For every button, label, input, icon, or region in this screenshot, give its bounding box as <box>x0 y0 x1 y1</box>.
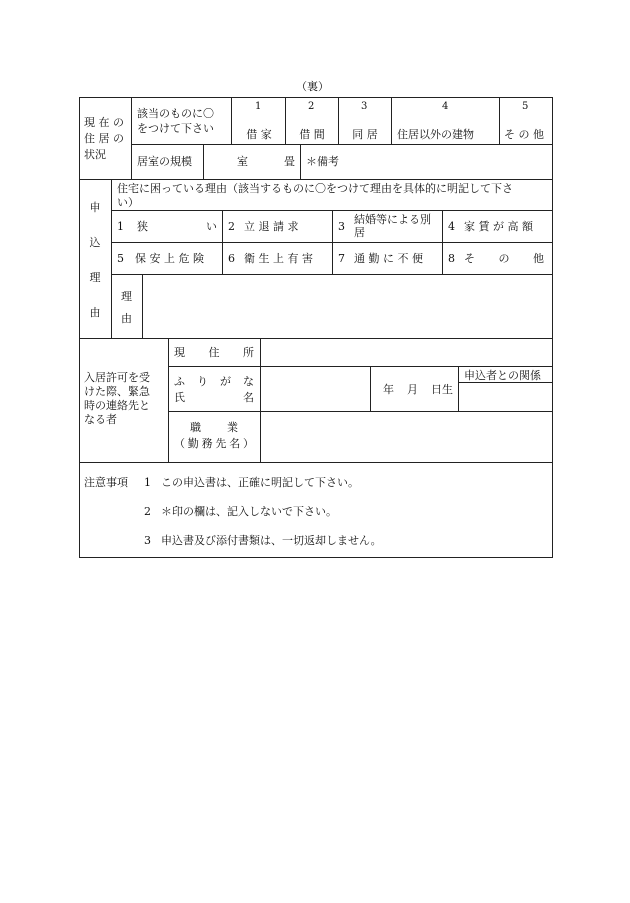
reason-3-label-1: 結婚等による別 <box>354 213 431 226</box>
reason-1-num: 1 <box>117 220 124 233</box>
contact-section-label-3: 時の連絡先と <box>84 399 150 412</box>
housing-option-1-num: 1 <box>255 101 262 112</box>
note-3-num: 3 <box>144 534 151 547</box>
housing-section-label-2: 住 居 の <box>84 132 124 145</box>
form-border-top <box>79 97 553 98</box>
room-scale-label: 居室の規模 <box>137 155 192 168</box>
reason-side-char-1: 申 <box>89 201 101 214</box>
reason-3-label-2: 居 <box>354 226 365 239</box>
room-count-unit: 室 <box>237 155 248 168</box>
contact-name-field[interactable] <box>264 369 366 407</box>
back-side-label: （裏） <box>296 80 329 93</box>
housing-option-5-num: 5 <box>522 101 529 112</box>
reason-header-2: い） <box>117 196 139 209</box>
relation-field[interactable] <box>462 386 548 408</box>
housing-instruction-1: 該当のものに〇 <box>137 107 214 120</box>
reason-4-num: 4 <box>448 220 455 233</box>
reason-8-num: 8 <box>448 252 455 265</box>
note-1-text: この申込書は、正確に明記して下さい。 <box>161 476 359 489</box>
housing-option-5-label: そ の 他 <box>504 128 544 141</box>
current-address-field[interactable] <box>264 341 548 363</box>
form-border-bottom <box>79 557 553 558</box>
contact-section-label-2: けた際、緊急 <box>84 385 150 398</box>
employer-label: （ 勤 務 先 名 ） <box>174 437 254 450</box>
reason-8-label: そ の 他 <box>464 252 544 265</box>
relation-label: 申込者との関係 <box>464 369 541 382</box>
reason-1-label: 狭 い <box>137 220 217 233</box>
note-1-num: 1 <box>144 476 151 489</box>
notes-title: 注意事項 <box>84 476 128 489</box>
birth-date-label: 年 月 日生 <box>383 383 453 396</box>
current-address-label: 現 住 所 <box>174 346 254 359</box>
reason-detail-label-2: 由 <box>121 312 132 325</box>
reason-6-label: 衛 生 上 有 害 <box>244 252 313 265</box>
housing-section-label-3: 状況 <box>84 148 106 161</box>
contact-section-label-1: 入居許可を受 <box>84 371 150 384</box>
note-2-text: ＊印の欄は、記入しないで下さい。 <box>161 505 337 518</box>
reason-detail-field[interactable] <box>146 278 548 334</box>
occupation-field[interactable] <box>264 415 548 458</box>
reason-3-num: 3 <box>338 220 345 233</box>
contact-section-label-4: なる者 <box>84 413 117 426</box>
reason-5-num: 5 <box>117 252 124 265</box>
form-border-right <box>552 97 553 558</box>
reason-header-1: 住宅に困っている理由（該当するものに〇をつけて理由を具体的に明記して下さ <box>117 182 513 195</box>
housing-option-3-label: 同 居 <box>352 128 378 141</box>
reason-6-num: 6 <box>228 252 235 265</box>
reason-2-num: 2 <box>228 220 235 233</box>
note-3-text: 申込書及び添付書類は、一切返却しません。 <box>161 534 382 547</box>
housing-section-label-1: 現 在 の <box>84 116 124 129</box>
form-border-left <box>79 97 80 558</box>
reason-side-char-4: 由 <box>89 306 101 319</box>
tatami-unit: 畳 <box>284 155 295 168</box>
reason-side-char-2: 込 <box>89 236 101 249</box>
furigana-label: ふ り が な <box>174 375 254 388</box>
reason-4-label: 家 賃 が 高 額 <box>464 220 533 233</box>
occupation-label: 職 業 <box>190 421 238 434</box>
remarks-label: ＊備考 <box>306 155 339 168</box>
reason-7-num: 7 <box>338 252 345 265</box>
housing-option-1-label: 借 家 <box>246 128 272 141</box>
note-2-num: 2 <box>144 505 151 518</box>
housing-option-2-label: 借 間 <box>299 128 325 141</box>
housing-option-2-num: 2 <box>308 101 315 112</box>
housing-option-4-label: 住居以外の建物 <box>397 128 474 141</box>
name-label: 氏 名 <box>174 391 254 404</box>
reason-5-label: 保 安 上 危 険 <box>135 252 204 265</box>
housing-option-3-num: 3 <box>361 101 368 112</box>
reason-7-label: 通 勤 に 不 便 <box>354 252 423 265</box>
housing-option-4-num: 4 <box>442 101 449 112</box>
reason-side-char-3: 理 <box>89 271 101 284</box>
housing-instruction-2: をつけて下さい <box>137 122 214 135</box>
reason-2-label: 立 退 請 求 <box>244 220 299 233</box>
reason-detail-label-1: 理 <box>121 290 132 303</box>
